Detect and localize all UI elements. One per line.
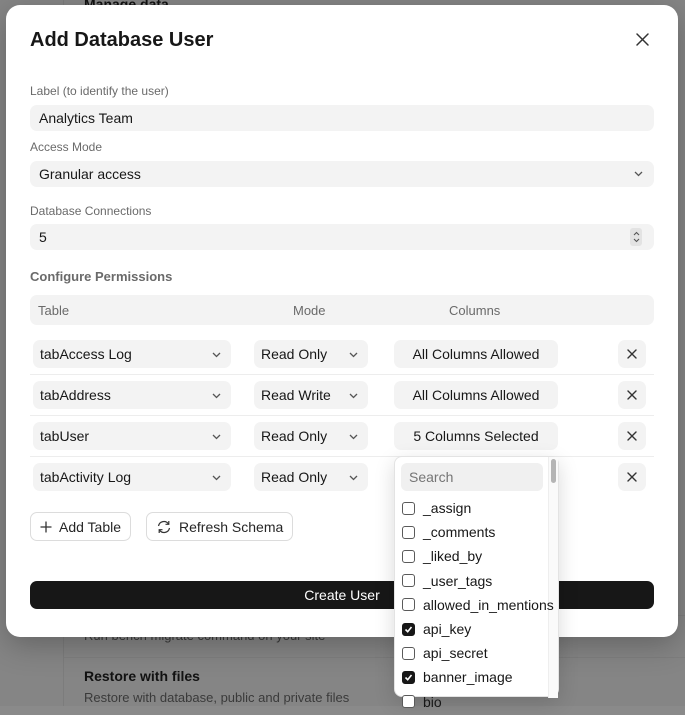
mode-select-value: Read Only xyxy=(261,469,328,485)
column-option[interactable] xyxy=(402,666,513,688)
mode-select[interactable] xyxy=(254,340,368,368)
remove-row-button[interactable] xyxy=(618,340,646,368)
mode-select[interactable] xyxy=(254,422,368,450)
columns-picker-dropdown xyxy=(394,456,559,710)
table-select-value: tabUser xyxy=(40,428,90,444)
label-field-label: Label (to identify the user) xyxy=(30,84,169,98)
permissions-label: Configure Permissions xyxy=(30,269,173,284)
column-option[interactable] xyxy=(402,618,471,640)
chevron-down-icon xyxy=(211,431,222,442)
column-option-label: api_secret xyxy=(423,645,488,662)
checkbox[interactable] xyxy=(402,623,415,636)
plus-icon xyxy=(40,521,52,533)
access-mode-label: Access Mode xyxy=(30,140,103,154)
permissions-table-header xyxy=(30,295,654,325)
mode-select-value: Read Only xyxy=(261,346,328,362)
chevron-down-icon xyxy=(211,390,222,401)
remove-row-button[interactable] xyxy=(618,381,646,409)
column-option[interactable] xyxy=(402,691,442,713)
column-option[interactable] xyxy=(402,497,471,519)
number-stepper[interactable] xyxy=(630,228,642,246)
column-option-label: bio xyxy=(423,693,442,710)
column-option-label: _comments xyxy=(423,524,496,541)
refresh-schema-label: Refresh Schema xyxy=(179,518,284,535)
add-table-button[interactable] xyxy=(30,512,131,541)
scrollbar-thumb[interactable] xyxy=(551,459,556,483)
checkbox[interactable] xyxy=(402,695,415,708)
table-select[interactable] xyxy=(33,463,231,491)
add-database-user-dialog xyxy=(6,5,678,637)
column-option-label: _user_tags xyxy=(423,572,493,589)
close-button[interactable] xyxy=(632,29,652,49)
close-icon xyxy=(627,349,637,359)
create-user-button[interactable]: Create User xyxy=(30,581,654,609)
checkbox[interactable] xyxy=(402,671,415,684)
chevron-down-icon xyxy=(348,472,359,483)
mode-select-value: Read Write xyxy=(261,387,331,403)
table-select[interactable] xyxy=(33,381,231,409)
checkbox[interactable] xyxy=(402,598,415,611)
columns-button[interactable]: 5 Columns Selected xyxy=(394,422,558,450)
column-option-label: _assign xyxy=(423,500,472,516)
chevron-down-icon xyxy=(633,238,640,243)
chevron-down-icon xyxy=(348,390,359,401)
scrollbar[interactable] xyxy=(548,457,558,698)
close-icon xyxy=(636,33,649,46)
column-option[interactable] xyxy=(402,545,482,567)
table-select-value: tabAccess Log xyxy=(40,346,132,362)
column-option-label: api_key xyxy=(423,621,472,637)
header-table: Table xyxy=(38,303,70,318)
table-select[interactable] xyxy=(33,422,231,450)
checkbox[interactable] xyxy=(402,526,415,539)
columns-button[interactable]: All Columns Allowed xyxy=(394,381,558,409)
check-icon xyxy=(404,625,413,634)
mode-select[interactable] xyxy=(254,381,368,409)
close-icon xyxy=(627,390,637,400)
checkbox[interactable] xyxy=(402,502,415,515)
chevron-down-icon xyxy=(211,472,222,483)
table-select-value: tabAddress xyxy=(40,387,111,403)
refresh-icon xyxy=(156,520,172,534)
checkbox[interactable] xyxy=(402,574,415,587)
permission-row xyxy=(30,375,654,416)
column-option[interactable] xyxy=(402,642,488,664)
column-option-label: banner_image xyxy=(423,669,513,686)
check-icon xyxy=(404,673,413,682)
checkbox[interactable] xyxy=(402,647,415,660)
remove-row-button[interactable] xyxy=(618,463,646,491)
column-option[interactable] xyxy=(402,521,495,543)
chevron-up-icon xyxy=(633,231,640,236)
connections-input[interactable] xyxy=(30,224,654,250)
chevron-down-icon xyxy=(211,349,222,360)
chevron-down-icon xyxy=(348,431,359,442)
label-input[interactable]: Analytics Team xyxy=(30,105,654,131)
permission-row xyxy=(30,416,654,457)
permission-row xyxy=(30,334,654,375)
background-row-title: Restore with files xyxy=(84,668,200,684)
columns-button[interactable]: All Columns Allowed xyxy=(394,340,558,368)
table-select-value: tabActivity Log xyxy=(40,469,132,485)
close-icon xyxy=(627,431,637,441)
connections-label: Database Connections xyxy=(30,204,152,218)
table-select[interactable] xyxy=(33,340,231,368)
header-columns: Columns xyxy=(449,303,501,318)
access-mode-value: Granular access xyxy=(39,166,141,182)
column-option-label: allowed_in_mentions xyxy=(423,596,554,613)
dialog-title: Add Database User xyxy=(30,29,214,51)
refresh-schema-button[interactable] xyxy=(146,512,293,541)
mode-select[interactable] xyxy=(254,463,368,491)
chevron-down-icon xyxy=(348,349,359,360)
column-option-label: _liked_by xyxy=(423,548,483,565)
mode-select-value: Read Only xyxy=(261,428,328,444)
column-option[interactable] xyxy=(402,594,554,616)
add-table-label: Add Table xyxy=(59,518,122,535)
column-option[interactable] xyxy=(402,570,492,592)
connections-value: 5 xyxy=(39,229,47,245)
background-row-desc: Restore with database, public and private files xyxy=(84,690,350,705)
close-icon xyxy=(627,472,637,482)
permission-row xyxy=(30,457,654,498)
column-search-input[interactable] xyxy=(401,463,543,491)
remove-row-button[interactable] xyxy=(618,422,646,450)
header-mode: Mode xyxy=(293,303,326,318)
checkbox[interactable] xyxy=(402,550,415,563)
chevron-down-icon xyxy=(633,168,644,179)
access-mode-select[interactable] xyxy=(30,161,654,187)
